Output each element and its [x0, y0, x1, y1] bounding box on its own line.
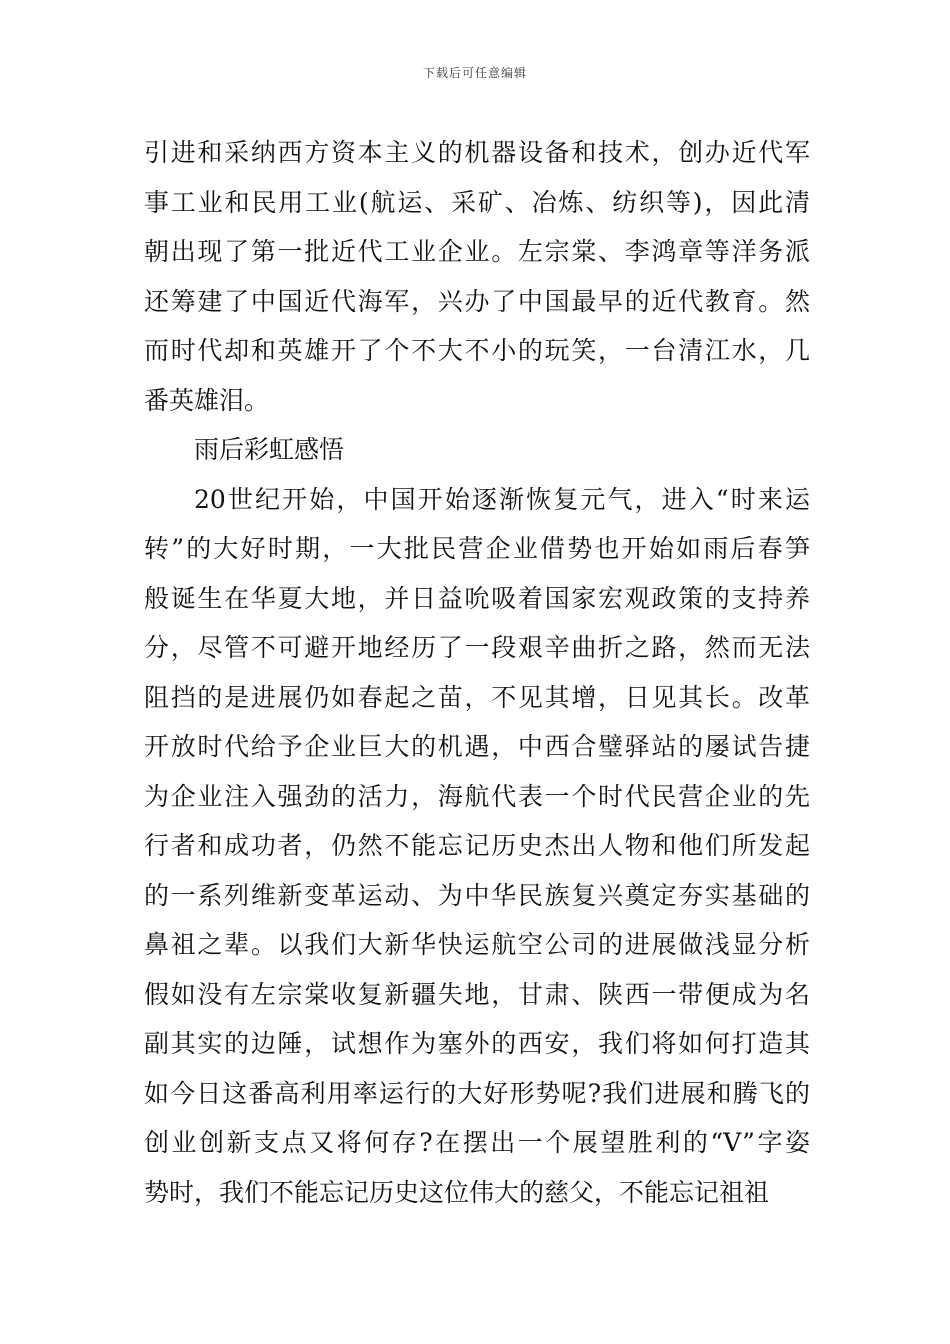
- text-line: 的一系列维新变革运动、为中华民族复兴奠定夯实基础的: [144, 880, 810, 910]
- paragraph: [144, 425, 810, 475]
- text-line: 转”的大好时期，一大批民营企业借势也开始如雨后春笋: [144, 534, 810, 563]
- page-header: 下载后可任意编辑: [422, 66, 527, 80]
- text-line: 为企业注入强劲的活力，海航代表一个时代民营企业的先: [144, 781, 810, 811]
- text-line: 势时，我们不能忘记历史这位伟大的慈父，不能忘记祖祖: [144, 1177, 770, 1207]
- text-line: 鼻祖之辈。以我们大新华快运航空公司的进展做浅显分析: [144, 930, 810, 959]
- text-line: 事工业和民用工业(航运、采矿、冶炼、纺织等)，因此清: [144, 187, 810, 217]
- text-line: 番英雄泪。: [144, 385, 270, 415]
- text-line: 创业创新支点又将何存?在摆出一个展望胜利的“V”字姿: [144, 1128, 810, 1157]
- paragraph: [144, 475, 810, 1218]
- paragraph: [144, 128, 810, 425]
- text-line: 引进和采纳西方资本主义的机器设备和技术，创办近代军: [144, 138, 810, 167]
- text-line: 雨后彩虹感悟: [194, 435, 345, 464]
- text-line: 朝出现了第一批近代工业企业。左宗棠、李鸿章等洋务派: [144, 237, 810, 266]
- text-line: 还筹建了中国近代海军，兴办了中国最早的近代教育。然: [144, 286, 810, 316]
- text-line: 行者和成功者，仍然不能忘记历史杰出人物和他们所发起: [144, 831, 810, 860]
- text-line: 般诞生在华夏大地，并日益吮吸着国家宏观政策的支持养: [144, 583, 810, 613]
- text-line: 开放时代给予企业巨大的机遇，中西合璧驿站的屡试告捷: [144, 732, 810, 761]
- text-line: 而时代却和英雄开了个不大不小的玩笑，一台清江水，几: [144, 336, 810, 365]
- text-line: 假如没有左宗棠收复新疆失地，甘肃、陕西一带便成为名: [144, 979, 810, 1009]
- text-line: 阻挡的是进展仍如春起之苗，不见其增，日见其长。改革: [144, 682, 810, 712]
- text-line: 副其实的边陲，试想作为塞外的西安，我们将如何打造其: [144, 1029, 810, 1058]
- text-line: 分，尽管不可避开地经历了一段艰辛曲折之路，然而无法: [144, 633, 810, 662]
- text-line: 如今日这番高利用率运行的大好形势呢?我们进展和腾飞的: [144, 1078, 810, 1108]
- document-body: [144, 128, 810, 1217]
- text-line: 20世纪开始，中国开始逐渐恢复元气，进入“时来运: [194, 484, 810, 514]
